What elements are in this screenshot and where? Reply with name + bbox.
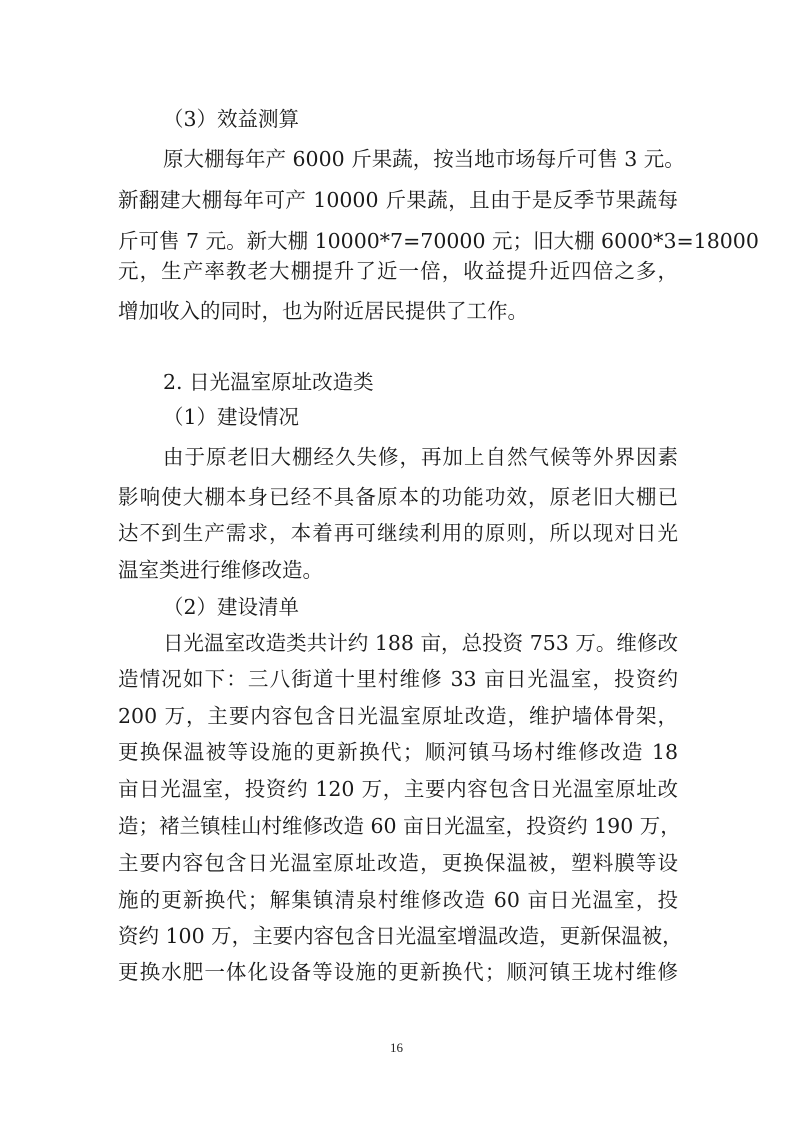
- paragraph-line: 温室类进行维修改造。: [118, 558, 323, 582]
- page-number: 16: [390, 1040, 403, 1055]
- paragraph-line: 造情况如下：三八街道十里村维修 33 亩日光温室，投资约: [118, 667, 678, 691]
- section-title: 2. 日光温室原址改造类: [163, 370, 374, 394]
- paragraph-line: 原大棚每年产 6000 斤果蔬，按当地市场每斤可售 3 元。: [163, 147, 685, 171]
- heading-benefit-calculation: （3）效益测算: [163, 107, 300, 131]
- paragraph-line: 资约 100 万，主要内容包含日光温室增温改造，更新保温被，: [118, 924, 683, 948]
- heading-construction-status: （1）建设情况: [163, 405, 300, 429]
- paragraph-line: 日光温室改造类共计约 188 亩，总投资 753 万。维修改: [163, 631, 678, 655]
- paragraph-line: 更换保温被等设施的更新换代；顺河镇马场村维修改造 18: [118, 740, 678, 764]
- paragraph-line: 元，生产率教老大棚提升了近一倍，收益提升近四倍之多，: [118, 259, 678, 283]
- paragraph-line: 达不到生产需求，本着再可继续利用的原则，所以现对日光: [118, 521, 678, 545]
- paragraph-line: 由于原老旧大棚经久失修，再加上自然气候等外界因素: [163, 445, 678, 469]
- heading-construction-list: （2）建设清单: [163, 595, 300, 619]
- paragraph-line: 影响使大棚本身已经不具备原本的功能功效，原老旧大棚已: [118, 485, 678, 509]
- paragraph-line: 造；褚兰镇桂山村维修改造 60 亩日光温室，投资约 190 万，: [118, 814, 681, 838]
- paragraph-line: 200 万，主要内容包含日光温室原址改造，维护墙体骨架，: [118, 704, 678, 728]
- paragraph-line: 主要内容包含日光温室原址改造，更换保温被，塑料膜等设: [118, 851, 678, 875]
- paragraph-line: 亩日光温室，投资约 120 万，主要内容包含日光温室原址改: [118, 777, 678, 801]
- paragraph-line: 施的更新换代；解集镇清泉村维修改造 60 亩日光温室，投: [118, 888, 678, 912]
- paragraph-line: 新翻建大棚每年可产 10000 斤果蔬，且由于是反季节果蔬每: [118, 188, 678, 212]
- paragraph-line: 更换水肥一体化设备等设施的更新换代；顺河镇王垅村维修: [118, 960, 678, 984]
- paragraph-line: 增加收入的同时，也为附近居民提供了工作。: [118, 299, 528, 323]
- paragraph-line: 斤可售 7 元。新大棚 10000*7=70000 元；旧大棚 6000*3=18000: [118, 229, 759, 253]
